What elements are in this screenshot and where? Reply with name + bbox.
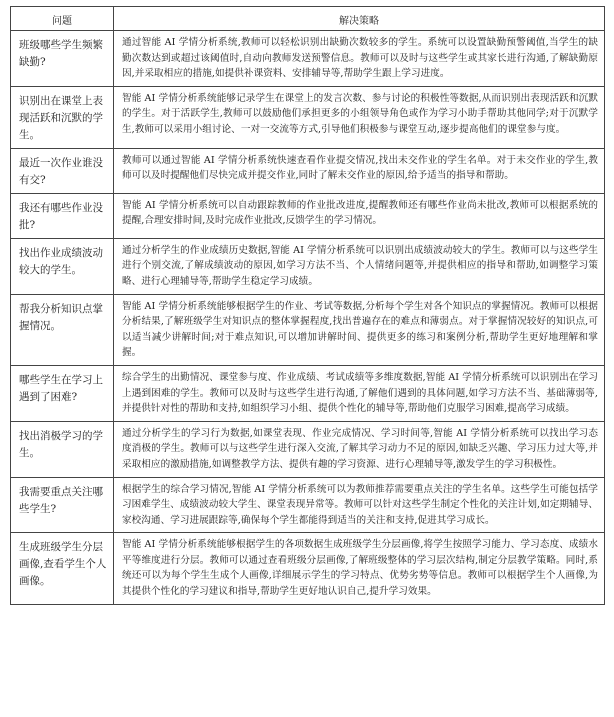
table-row [11, 86, 605, 148]
table-row [11, 238, 605, 294]
question-cell: 我需要重点关注哪些学生? [11, 477, 114, 533]
answer-cell: 智能 AI 学情分析系统能够记录学生在课堂上的发言次数、参与讨论的积极性等数据,从而识别出表现活跃和沉默的学生。对于活跃学生,教师可以鼓励他们承担更多的小组领导角色或作为学习小助手帮助其他同学;对于沉默学生,教师可以采用小组讨论、一对一交流等方式,引导他们积极参与课堂互动,逐步提高他们的课堂参与度。 [114, 86, 605, 148]
question-cell: 哪些学生在学习上遇到了困难? [11, 365, 114, 421]
strategy-table [10, 6, 605, 605]
answer-cell: 智能 AI 学情分析系统能够根据学生的各项数据生成班级学生分层画像,将学生按照学习能力、学习态度、成绩水平等维度进行分层。教师可以通过查看班级分层画像,了解班级整体的学习层次结构,制定分层教学策略。同时,系统还可以为每个学生生成个人画像,详细展示学生的学习特点、优势劣势等信息。教师可以根据学生个人画像,为其提供个性化的学习建议和指导,帮助学生更好地认识自己,提升学习效果。 [114, 533, 605, 604]
answer-cell: 通过分析学生的学习行为数据,如课堂表现、作业完成情况、学习时间等,智能 AI 学情分析系统可以找出学习态度消极的学生。教师可以与这些学生进行深入交流,了解其学习动力不足的原因,如缺乏兴趣、学习压力过大等,并采取相应的激励措施,如调整教学方法、提供有趣的学习资源、进行心理辅导等,激发学生的学习积极性。 [114, 421, 605, 477]
answer-cell: 教师可以通过智能 AI 学情分析系统快速查看作业提交情况,找出未交作业的学生名单。对于未交作业的学生,教师可以及时提醒他们尽快完成并提交作业,同时了解未交作业的原因,给予适当的指导和帮助。 [114, 148, 605, 193]
answer-cell: 智能 AI 学情分析系统能够根据学生的作业、考试等数据,分析每个学生对各个知识点的掌握情况。教师可以根据分析结果,了解班级学生对知识点的整体掌握程度,找出普遍存在的难点和薄弱点。对于掌握情况较好的知识点,可以适当减少讲解时间;对于难点知识,可以增加讲解时间、提供更多的练习和案例分析,帮助学生更好地理解和掌握。 [114, 294, 605, 365]
question-cell: 找出消极学习的学生。 [11, 421, 114, 477]
table-row [11, 31, 605, 87]
answer-cell: 通过分析学生的作业成绩历史数据,智能 AI 学情分析系统可以识别出成绩波动较大的学生。教师可以与这些学生进行个别交流,了解成绩波动的原因,如学习方法不当、个人情绪问题等,并提供相应的指导和帮助,如调整学习策略、进行心理辅导等,帮助学生稳定学习成绩。 [114, 238, 605, 294]
question-cell: 帮我分析知识点掌握情况。 [11, 294, 114, 365]
table-row [11, 421, 605, 477]
table-row [11, 193, 605, 238]
table-row [11, 533, 605, 604]
question-cell: 最近一次作业谁没有交? [11, 148, 114, 193]
table-header-row [11, 7, 605, 31]
question-cell: 找出作业成绩波动较大的学生。 [11, 238, 114, 294]
answer-cell: 综合学生的出勤情况、课堂参与度、作业成绩、考试成绩等多维度数据,智能 AI 学情分析系统可以识别出在学习上遇到困难的学生。教师可以及时与这些学生进行沟通,了解他们遇到的具体问题,如学习方法不当、基础薄弱等,并提供针对性的帮助和支持,如组织学习小组、提供个性化的辅导等,帮助他们克服学习困难,提高学习成绩。 [114, 365, 605, 421]
header-question: 问题 [11, 7, 114, 31]
question-cell: 识别出在课堂上表现活跃和沉默的学生。 [11, 86, 114, 148]
answer-cell: 智能 AI 学情分析系统可以自动跟踪教师的作业批改进度,提醒教师还有哪些作业尚未批改,教师可以根据系统的提醒,合理安排时间,及时完成作业批改,反馈学生的学习情况。 [114, 193, 605, 238]
table-row [11, 365, 605, 421]
header-strategy: 解决策略 [114, 7, 605, 31]
question-cell: 我还有哪些作业没批? [11, 193, 114, 238]
table-row [11, 477, 605, 533]
table-row [11, 148, 605, 193]
answer-cell: 通过智能 AI 学情分析系统,教师可以轻松识别出缺勤次数较多的学生。系统可以设置缺勤预警阈值,当学生的缺勤次数达到或超过该阈值时,自动向教师发送预警信息。教师可以及时与这些学生或其家长进行沟通,了解缺勤原因,并采取相应的措施,如提供补课资料、安排辅导等,帮助学生跟上学习进度。 [114, 31, 605, 87]
question-cell: 班级哪些学生频繁缺勤? [11, 31, 114, 87]
question-cell: 生成班级学生分层画像,查看学生个人画像。 [11, 533, 114, 604]
strategy-table-container [10, 6, 604, 605]
answer-cell: 根据学生的综合学习情况,智能 AI 学情分析系统可以为教师推荐需要重点关注的学生名单。这些学生可能包括学习困难学生、成绩波动较大学生、课堂表现异常等。教师可以针对这些学生制定个性化的关注计划,如定期辅导、家校沟通、学习进展跟踪等,确保每个学生都能得到适当的关注和支持,促进其学习成长。 [114, 477, 605, 533]
table-row [11, 294, 605, 365]
